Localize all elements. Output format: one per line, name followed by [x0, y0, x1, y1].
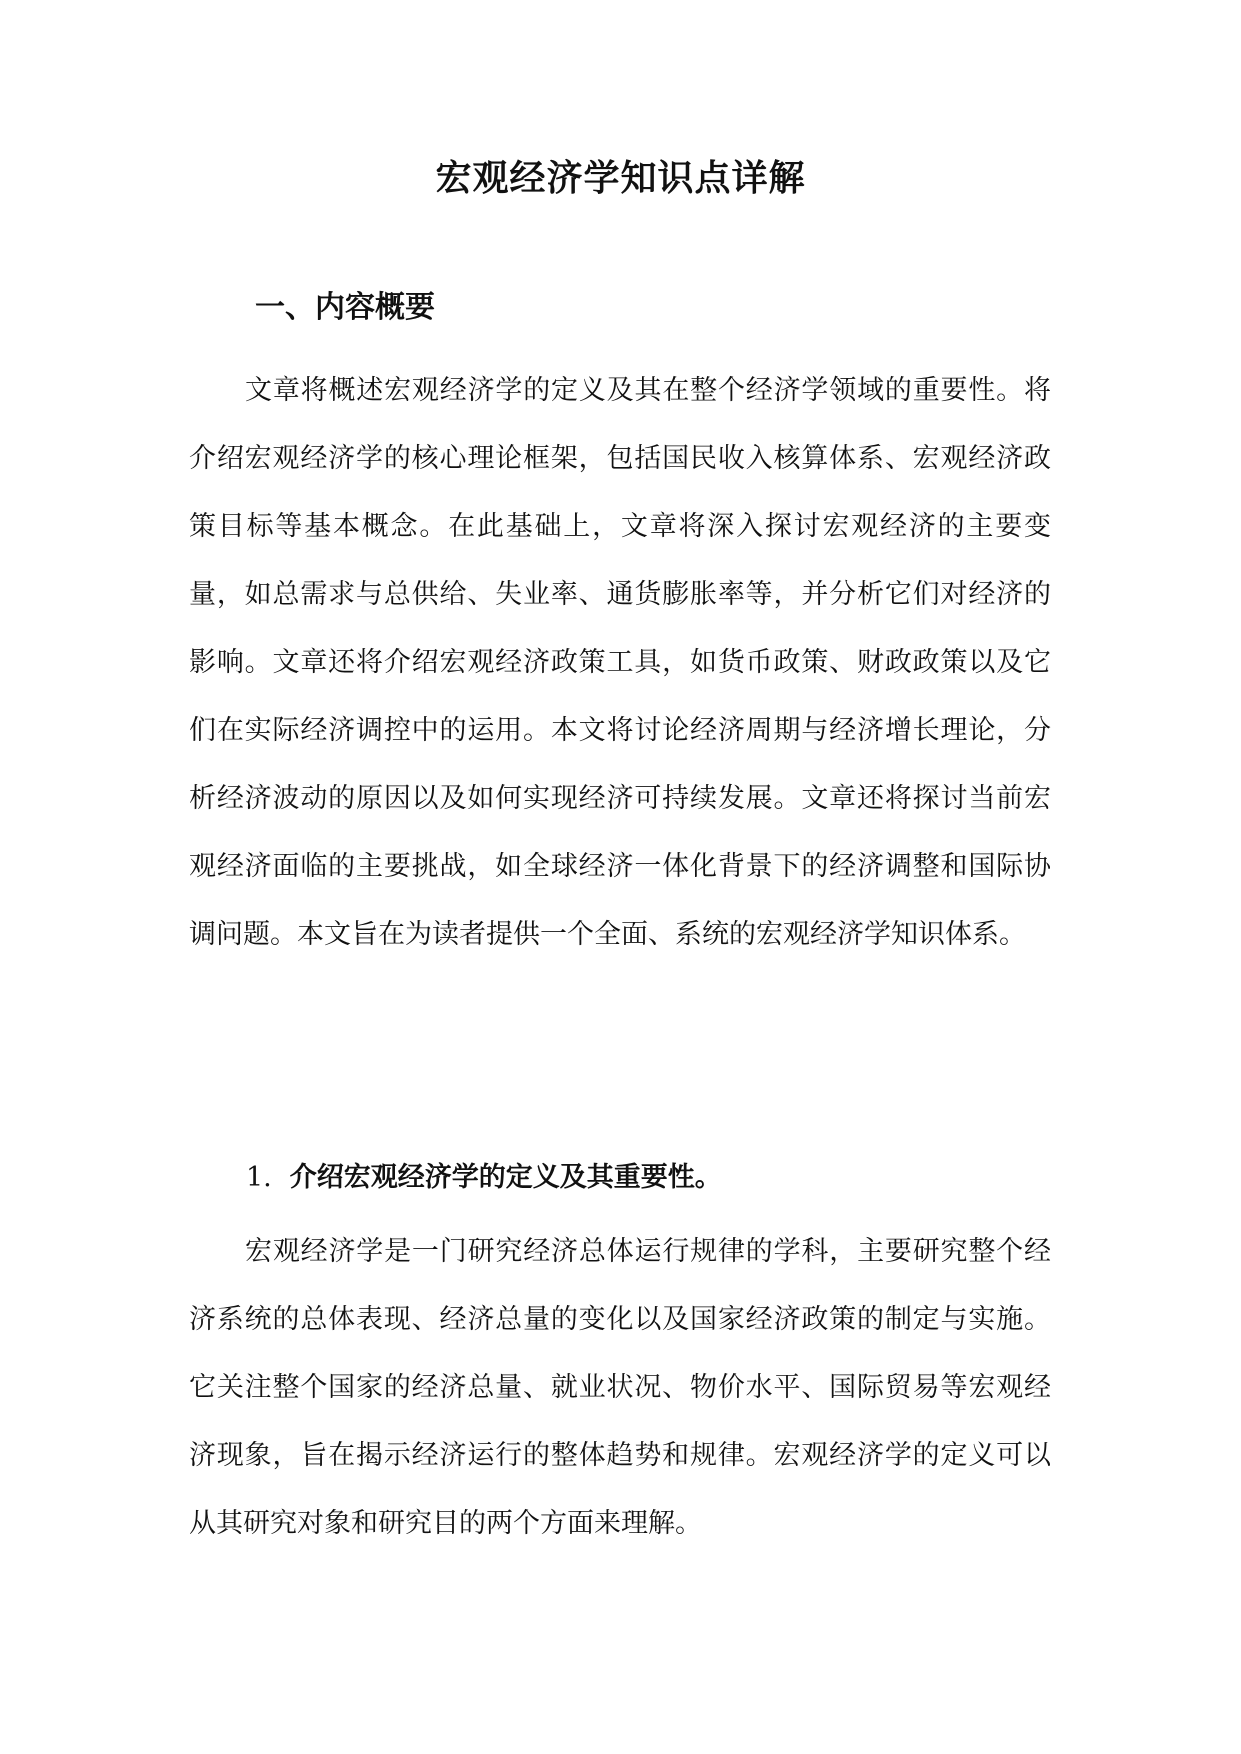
subsection-number: 1. — [246, 1162, 272, 1193]
subsection-heading-definition — [246, 1155, 722, 1194]
overview-paragraph: 文章将概述宏观经济学的定义及其在整个经济学领域的重要性。将介绍宏观经济学的核心理论框架，包括国民收入核算体系、宏观经济政策目标等基本概念。在此基础上，文章将深入探讨宏观经济的主要变量，如总需求与总供给、失业率、通货膨胀率等，并分析它们对经济的影响。文章还将介绍宏观经济政策工具，如货币政策、财政政策以及它们在实际经济调控中的运用。本文将讨论经济周期与经济增长理论，分析经济波动的原因以及如何实现经济可持续发展。文章还将探讨当前宏观经济面临的主要挑战，如全球经济一体化背景下的经济调整和国际协调问题。本文旨在为读者提供一个全面、系统的宏观经济学知识体系。 — [189, 375, 1051, 950]
definition-paragraph: 宏观经济学是一门研究经济总体运行规律的学科，主要研究整个经济系统的总体表现、经济总量的变化以及国家经济政策的制定与实施。它关注整个国家的经济总量、就业状况、物价水平、国际贸易等宏观经济现象，旨在揭示经济运行的整体趋势和规律。宏观经济学的定义可以从其研究对象和研究目的两个方面来理解。 — [189, 1236, 1051, 1539]
document-title: 宏观经济学知识点详解 — [435, 157, 806, 199]
section-heading-overview: 一、内容概要 — [255, 290, 435, 325]
subsection-title: 介绍宏观经济学的定义及其重要性。 — [289, 1162, 722, 1193]
